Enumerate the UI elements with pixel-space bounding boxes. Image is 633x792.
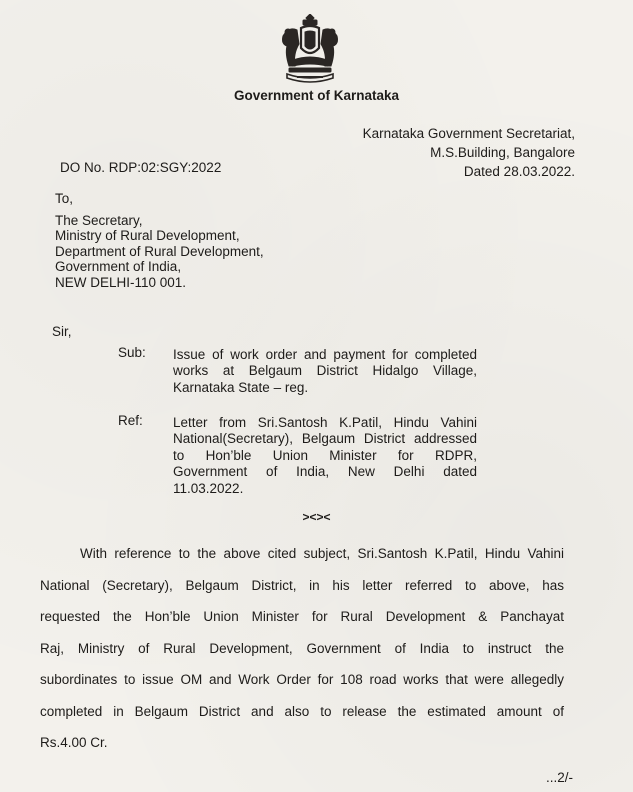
subject-line: Issue of work order and payment for completed [173, 347, 477, 362]
secretariat-line: M.S.Building, Bangalore [430, 145, 575, 160]
body-line: Rs.4.00 Cr. [40, 735, 108, 750]
subject-line: Karnataka State – reg. [173, 379, 309, 395]
to-label: To, [55, 191, 74, 206]
address-line: Government of India, [55, 259, 182, 275]
reference-line: Government of India, New Delhi dated [173, 464, 477, 480]
secretariat-address [363, 124, 575, 181]
reference-label: Ref: [118, 413, 143, 428]
reference-line: Letter from Sri.Santosh K.Patil, Hindu Vahini [173, 415, 477, 430]
address-line: Ministry of Rural Development, [55, 228, 240, 244]
government-title: Government of Karnataka [233, 88, 400, 103]
date-line: Dated 28.03.2022. [463, 164, 575, 179]
reference-line: 11.03.2022. [173, 480, 244, 496]
do-number: DO No. RDP:02:SGY:2022 [60, 160, 222, 175]
body-line: Raj, Ministry of Rural Development, Government of India to instruct the [40, 640, 564, 656]
body-line: With reference to the above cited subject, Sri.Santosh K.Patil, Hindu Vahini [80, 546, 564, 561]
body-line: National (Secretary), Belgaum District, in his letter referred to above, has [40, 577, 564, 593]
subject-text [173, 347, 477, 396]
subject-line: works at Belgaum District Hidalgo Village, [173, 363, 477, 379]
state-emblem-icon [279, 14, 341, 84]
address-line: Department of Rural Development, [55, 243, 264, 259]
secretariat-line: Karnataka Government Secretariat, [362, 126, 575, 141]
subject-label: Sub: [118, 345, 146, 360]
recipient-address [55, 213, 264, 290]
body-paragraph [40, 538, 564, 759]
address-line: NEW DELHI-110 001. [55, 274, 187, 290]
reference-line: National(Secretary), Belgaum District addressed [173, 431, 477, 447]
salutation: Sir, [52, 324, 72, 339]
reference-text [173, 415, 477, 497]
body-line: requested the Hon’ble Union Minister for Rural Development & Panchayat [40, 609, 564, 624]
body-line: subordinates to issue OM and Work Order for 108 road works that were allegedly [40, 672, 564, 687]
page-continuation-marker: ...2/- [545, 770, 573, 785]
address-line: The Secretary, [55, 213, 143, 228]
reference-line: to Hon’ble Union Minister for RDPR, [173, 447, 477, 463]
body-line: completed in Belgaum District and also to release the estimated amount of [40, 703, 564, 719]
section-separator: ><>< [302, 510, 331, 524]
